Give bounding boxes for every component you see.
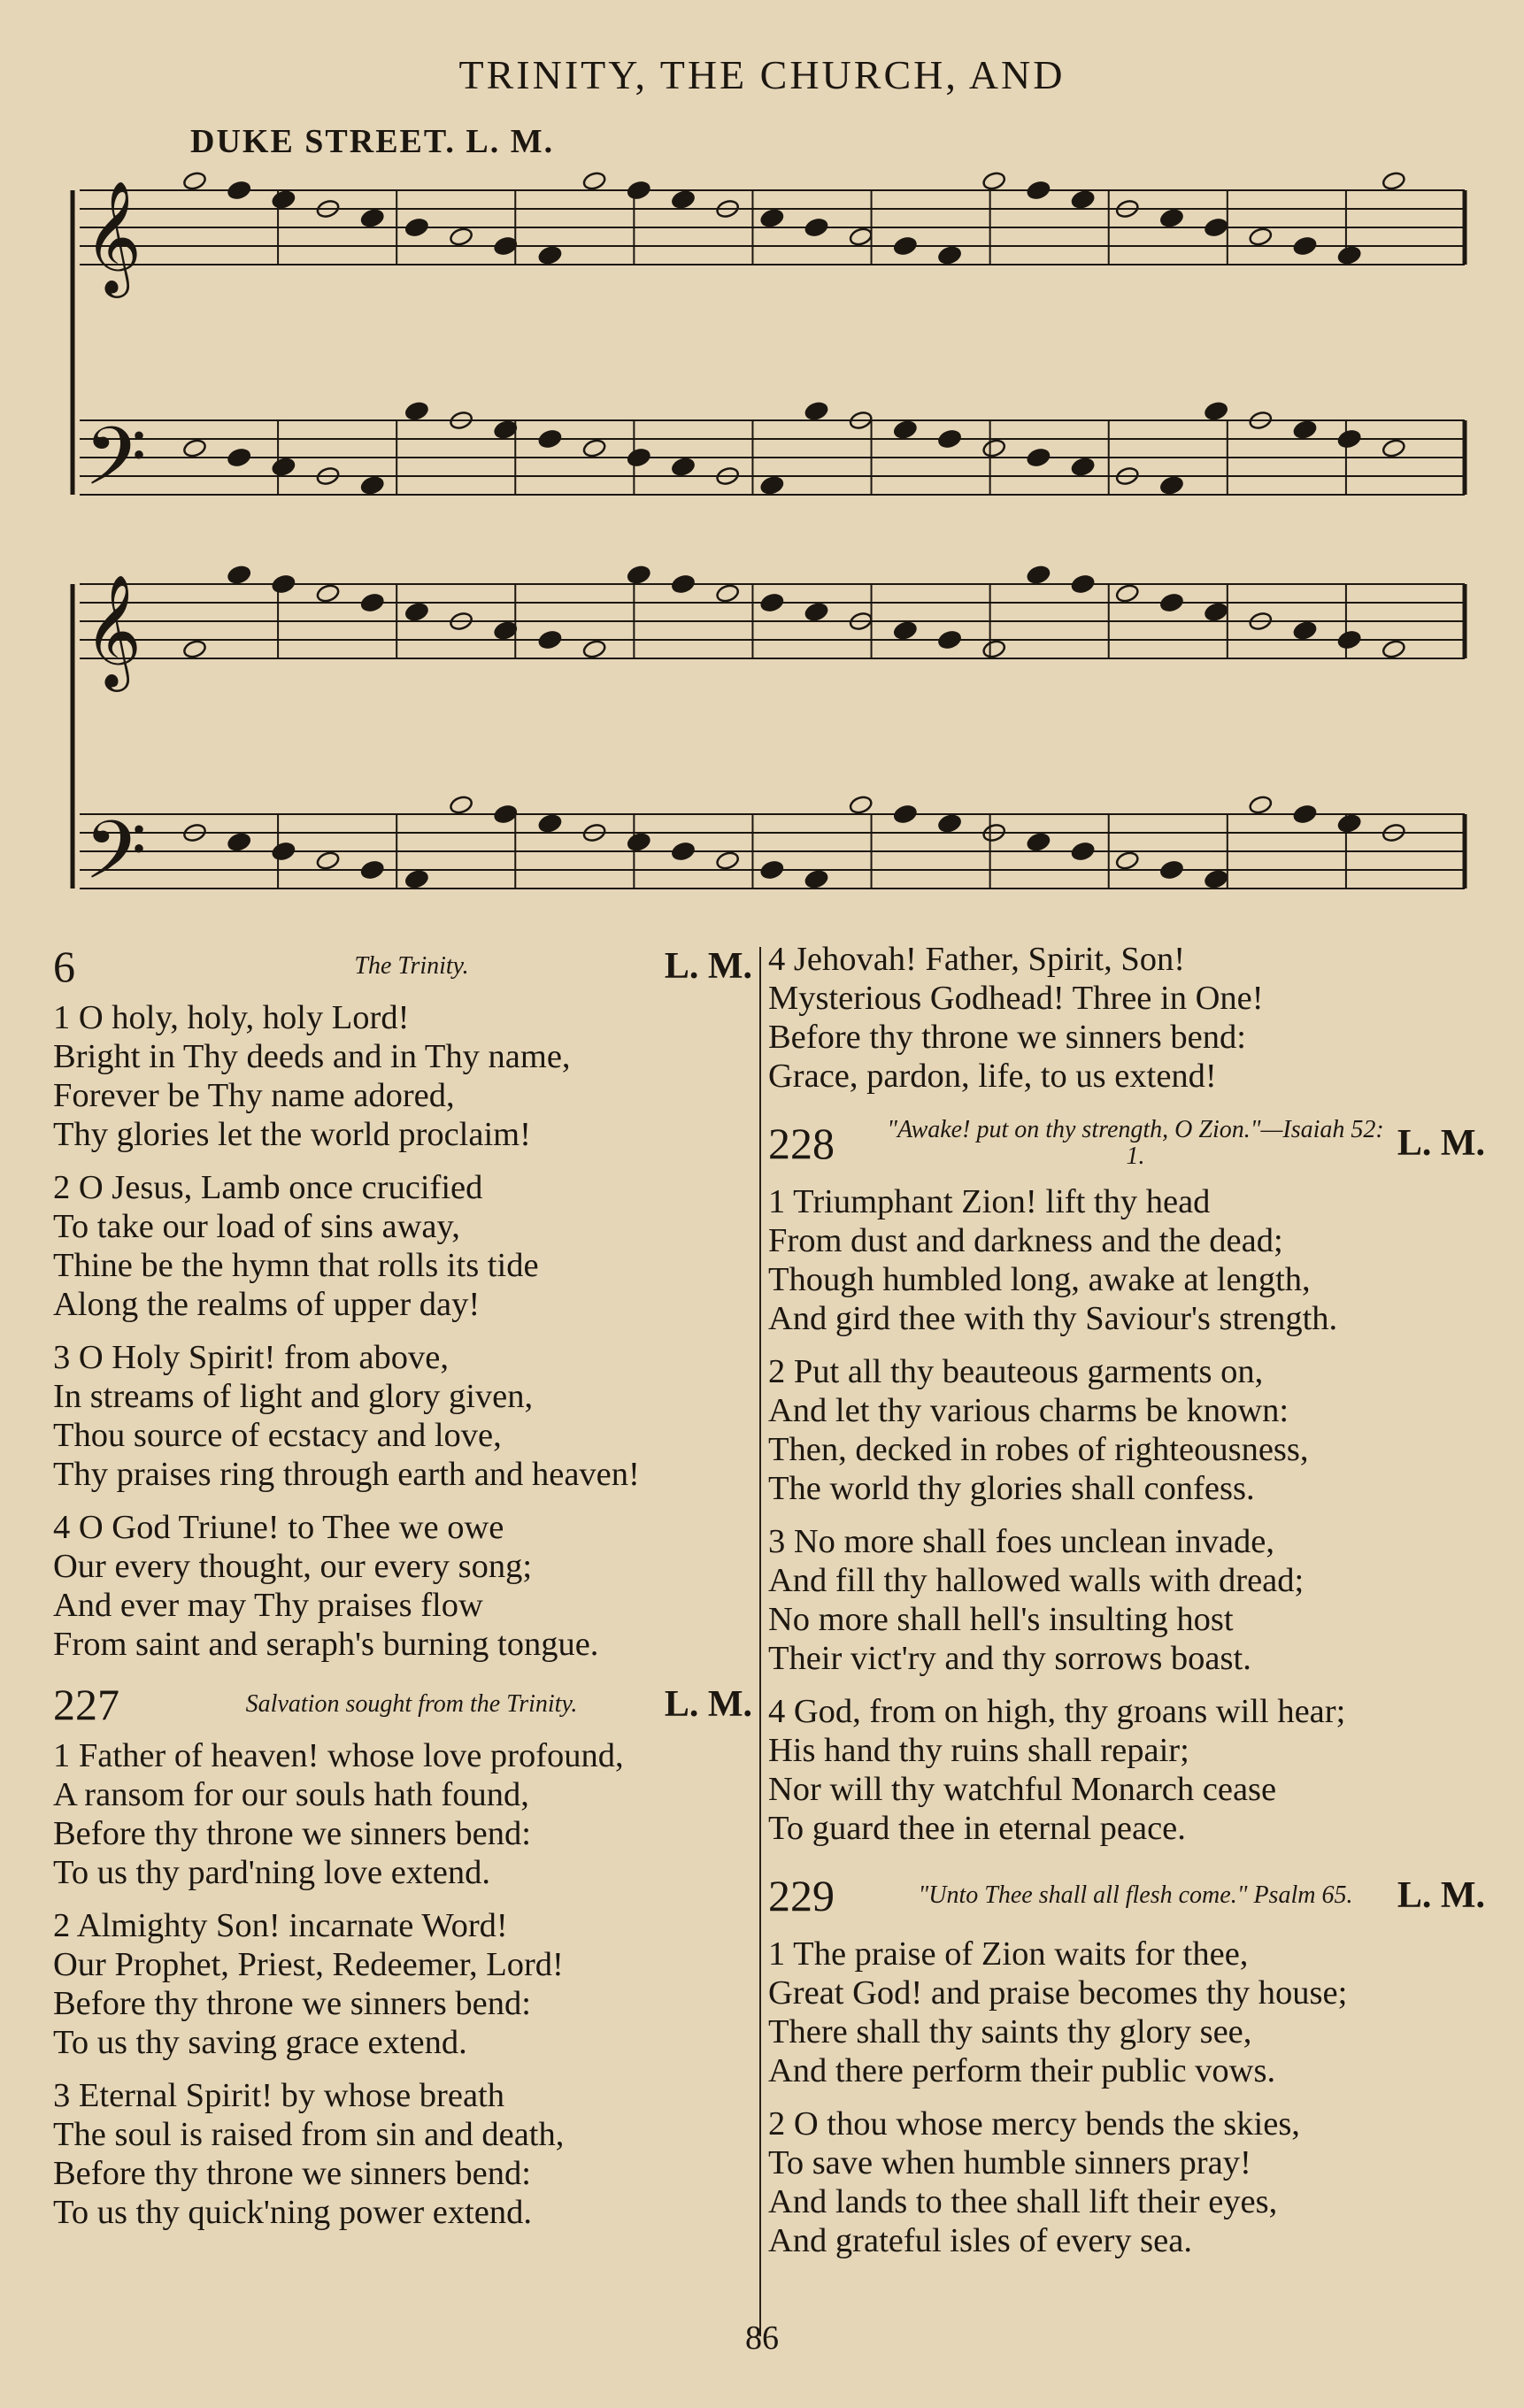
verse-line: Great God! and praise becomes thy house; — [768, 1974, 1348, 2012]
verse-line: And let thy various charms be known: — [768, 1392, 1289, 1429]
treble-clef-icon: 𝄞 — [84, 180, 142, 293]
note-head — [227, 565, 251, 585]
note-head — [227, 447, 251, 467]
note-head — [404, 602, 429, 622]
verse-line: Forever be Thy name adored, — [53, 1077, 455, 1114]
note-head — [627, 565, 651, 585]
stanza — [53, 1906, 752, 2062]
note-head — [1382, 639, 1406, 659]
music-score — [0, 0, 1524, 938]
note-head — [804, 869, 828, 889]
note-head — [449, 795, 473, 815]
note-head — [671, 457, 696, 477]
note-head — [404, 869, 429, 889]
note-head — [937, 629, 962, 650]
hymn-number: 227 — [53, 1680, 119, 1729]
verse-line: And ever may Thy praises flow — [53, 1587, 483, 1624]
note-head — [271, 457, 296, 477]
note-head — [981, 171, 1006, 191]
hymn-meter: L. M. — [1397, 1123, 1485, 1164]
note-head — [493, 419, 518, 440]
note-head — [1292, 419, 1317, 440]
verse-line: Bright in Thy deeds and in Thy name, — [53, 1038, 571, 1075]
note-head — [759, 475, 784, 496]
hymn-228 — [768, 1110, 1485, 1848]
note-head — [1337, 245, 1362, 265]
verse-line: To save when humble sinners pray! — [768, 2144, 1251, 2181]
note-head — [182, 171, 207, 191]
verse-line: Our every thought, our every song; — [53, 1548, 533, 1585]
note-head — [1292, 235, 1317, 256]
note-head — [182, 438, 207, 458]
verse-line: No more shall hell's insulting host — [768, 1601, 1234, 1638]
hymn-subtitle: The Trinity. — [354, 952, 469, 980]
note-head — [1292, 620, 1317, 641]
note-head — [1159, 208, 1184, 228]
note-head — [537, 813, 562, 834]
running-head: TRINITY, THE CHURCH, AND — [458, 52, 1066, 97]
note-head — [582, 639, 607, 659]
note-head — [627, 180, 651, 200]
note-head — [537, 629, 562, 650]
note-head — [582, 438, 607, 458]
note-head — [1115, 850, 1140, 871]
verse-line: A ransom for our souls hath found, — [53, 1776, 529, 1813]
note-head — [1026, 447, 1051, 467]
verse-line: 2 Put all thy beauteous garments on, — [768, 1353, 1264, 1390]
verse-line: To us thy saving grace extend. — [53, 2024, 467, 2061]
note-head — [1248, 795, 1273, 815]
verse-line: In streams of light and glory given, — [53, 1378, 534, 1415]
bass-clef-icon: 𝄢 — [84, 804, 147, 917]
verse-line: The soul is raised from sin and death, — [53, 2116, 565, 2153]
note-head — [360, 592, 385, 612]
hymn-heading — [768, 1110, 1485, 1177]
hymn-number: 229 — [768, 1871, 835, 1920]
stanza-continuation — [768, 940, 1485, 1096]
note-head — [893, 419, 918, 440]
verse-line: 2 O thou whose mercy bends the skies, — [768, 2105, 1300, 2143]
verse-line: Grace, pardon, life, to us extend! — [768, 1058, 1217, 1095]
bass-clef-icon: 𝄢 — [84, 410, 147, 523]
stanza — [768, 1182, 1485, 1338]
note-head — [849, 795, 874, 815]
verse-line: Nor will thy watchful Monarch cease — [768, 1771, 1277, 1808]
verse-line: And gird thee with thy Saviour's strength. — [768, 1300, 1338, 1337]
tune-title: DUKE STREET. L. M. — [190, 123, 555, 160]
note-head — [671, 573, 696, 594]
note-head — [537, 245, 562, 265]
verse-line: Though humbled long, awake at length, — [768, 1261, 1311, 1298]
note-head — [360, 859, 385, 880]
note-head — [893, 235, 918, 256]
verse-line: 3 O Holy Spirit! from above, — [53, 1339, 449, 1376]
note-head — [271, 841, 296, 861]
note-head — [893, 620, 918, 641]
note-head — [1337, 813, 1362, 834]
verse-line: Before thy throne we sinners bend: — [53, 1815, 531, 1852]
column-divider — [759, 947, 761, 2336]
verse-line: 4 O God Triune! to Thee we owe — [53, 1509, 504, 1546]
note-head — [1382, 171, 1406, 191]
note-head — [1071, 841, 1096, 861]
note-head — [671, 841, 696, 861]
note-head — [404, 401, 429, 421]
note-head — [1204, 401, 1228, 421]
verse-line: And fill thy hallowed walls with dread; — [768, 1562, 1305, 1599]
hymn-heading — [53, 940, 752, 993]
stanza — [53, 2076, 752, 2232]
hymn-heading — [53, 1678, 752, 1731]
hymn-subtitle: Salvation sought from the Trinity. — [245, 1690, 578, 1718]
note-head — [1071, 189, 1096, 210]
verse-line: Mysterious Godhead! Three in One! — [768, 980, 1264, 1017]
hymn-number: 228 — [768, 1119, 835, 1168]
note-head — [1292, 804, 1317, 824]
note-head — [981, 639, 1006, 659]
right-column — [768, 940, 1485, 2274]
verse-line: And grateful isles of every sea. — [768, 2222, 1192, 2259]
verse-line: 2 O Jesus, Lamb once crucified — [53, 1169, 483, 1206]
note-head — [271, 189, 296, 210]
note-head — [582, 171, 607, 191]
note-head — [316, 583, 341, 604]
verse-line: 3 No more shall foes unclean invade, — [768, 1523, 1274, 1560]
note-head — [937, 813, 962, 834]
note-head — [1071, 573, 1096, 594]
stanza — [768, 1935, 1485, 2090]
note-head — [1026, 180, 1051, 200]
note-head — [271, 573, 296, 594]
note-head — [1204, 217, 1228, 237]
note-head — [804, 401, 828, 421]
stanza — [53, 1338, 752, 1494]
stanza — [768, 1692, 1485, 1848]
note-head — [981, 438, 1006, 458]
note-head — [1159, 592, 1184, 612]
note-head — [759, 859, 784, 880]
note-head — [627, 447, 651, 467]
verse-line: Thy praises ring through earth and heaven! — [53, 1456, 640, 1493]
verse-line: Then, decked in robes of righteousness, — [768, 1431, 1309, 1468]
note-head — [182, 639, 207, 659]
verse-line: And lands to thee shall lift their eyes, — [768, 2183, 1278, 2220]
stanza — [53, 1736, 752, 1892]
note-head — [1071, 457, 1096, 477]
hymn-meter: L. M. — [664, 946, 752, 987]
note-head — [1337, 428, 1362, 449]
stanza — [768, 1522, 1485, 1678]
stanza — [53, 998, 752, 1154]
note-head — [893, 804, 918, 824]
note-head — [537, 428, 562, 449]
verse-line: There shall thy saints thy glory see, — [768, 2013, 1252, 2050]
note-head — [671, 189, 696, 210]
note-head — [627, 832, 651, 852]
note-head — [1204, 602, 1228, 622]
treble-clef-icon: 𝄞 — [84, 573, 142, 687]
note-head — [715, 583, 740, 604]
verse-line: Thy glories let the world proclaim! — [53, 1116, 531, 1153]
note-head — [1382, 438, 1406, 458]
note-head — [937, 428, 962, 449]
stanza — [768, 1352, 1485, 1508]
stanza — [768, 2104, 1485, 2260]
hymn-6 — [53, 940, 752, 1664]
stanza — [53, 1508, 752, 1664]
verse-line: Thou source of ecstacy and love, — [53, 1417, 502, 1454]
hymn-meter: L. M. — [664, 1684, 752, 1725]
hymn-number: 6 — [53, 942, 75, 991]
verse-line: Thine be the hymn that rolls its tide — [53, 1247, 539, 1284]
note-head — [360, 475, 385, 496]
verse-line: Their vict'ry and thy sorrows boast. — [768, 1640, 1251, 1677]
verse-line: 1 O holy, holy, holy Lord! — [53, 999, 410, 1036]
note-head — [715, 850, 740, 871]
note-head — [449, 227, 473, 247]
hymn-heading — [768, 1862, 1485, 1929]
verse-line: 1 Father of heaven! whose love profound, — [53, 1737, 624, 1774]
note-head — [849, 227, 874, 247]
verse-line: Before thy throne we sinners bend: — [53, 2155, 531, 2192]
hymn-subtitle: "Unto Thee shall all flesh come." Psalm 65. — [918, 1881, 1353, 1909]
note-head — [227, 180, 251, 200]
note-head — [759, 208, 784, 228]
hymn-227 — [53, 1678, 752, 2232]
verse-line: 3 Eternal Spirit! by whose breath — [53, 2077, 504, 2114]
verse-line: 1 Triumphant Zion! lift thy head — [768, 1183, 1211, 1220]
verse-line: To us thy pard'ning love extend. — [53, 1854, 490, 1891]
note-head — [1026, 565, 1051, 585]
verse-line: Along the realms of upper day! — [53, 1286, 481, 1323]
hymn-meter: L. M. — [1397, 1875, 1485, 1916]
note-head — [804, 217, 828, 237]
verse-line: And there perform their public vows. — [768, 2052, 1276, 2089]
verse-line: Before thy throne we sinners bend: — [768, 1019, 1246, 1056]
note-head — [1026, 832, 1051, 852]
verse-line: The world thy glories shall confess. — [768, 1470, 1255, 1507]
hymn-229 — [768, 1862, 1485, 2260]
stanza — [53, 1168, 752, 1324]
note-head — [360, 208, 385, 228]
note-head — [1248, 227, 1273, 247]
note-head — [1204, 869, 1228, 889]
verse-line: To guard thee in eternal peace. — [768, 1810, 1186, 1847]
verse-line: Before thy throne we sinners bend: — [53, 1985, 531, 2022]
note-head — [493, 235, 518, 256]
note-head — [1115, 583, 1140, 604]
note-head — [1337, 629, 1362, 650]
note-head — [804, 602, 828, 622]
note-head — [227, 832, 251, 852]
verse-line: 4 God, from on high, thy groans will hear; — [768, 1693, 1346, 1730]
verse-line: Our Prophet, Priest, Redeemer, Lord! — [53, 1946, 564, 1983]
hymn-subtitle: "Awake! put on thy strength, O Zion."—Isaiah 52: 1. — [887, 1116, 1384, 1170]
verse-line: 2 Almighty Son! incarnate Word! — [53, 1907, 508, 1944]
verse-line: From saint and seraph's burning tongue. — [53, 1626, 599, 1663]
page-number: 86 — [745, 2320, 779, 2357]
note-head — [493, 620, 518, 641]
note-head — [759, 592, 784, 612]
note-head — [1159, 859, 1184, 880]
note-head — [316, 850, 341, 871]
verse-line: To us thy quick'ning power extend. — [53, 2194, 533, 2231]
note-head — [404, 217, 429, 237]
note-head — [493, 804, 518, 824]
left-column — [53, 940, 752, 2246]
note-head — [937, 245, 962, 265]
verse-line: His hand thy ruins shall repair; — [768, 1732, 1189, 1769]
verse-line: To take our load of sins away, — [53, 1208, 460, 1245]
verse-line: From dust and darkness and the dead; — [768, 1222, 1283, 1259]
note-head — [1159, 475, 1184, 496]
verse-line: 4 Jehovah! Father, Spirit, Son! — [768, 941, 1186, 978]
verse-line: 1 The praise of Zion waits for thee, — [768, 1935, 1249, 1973]
